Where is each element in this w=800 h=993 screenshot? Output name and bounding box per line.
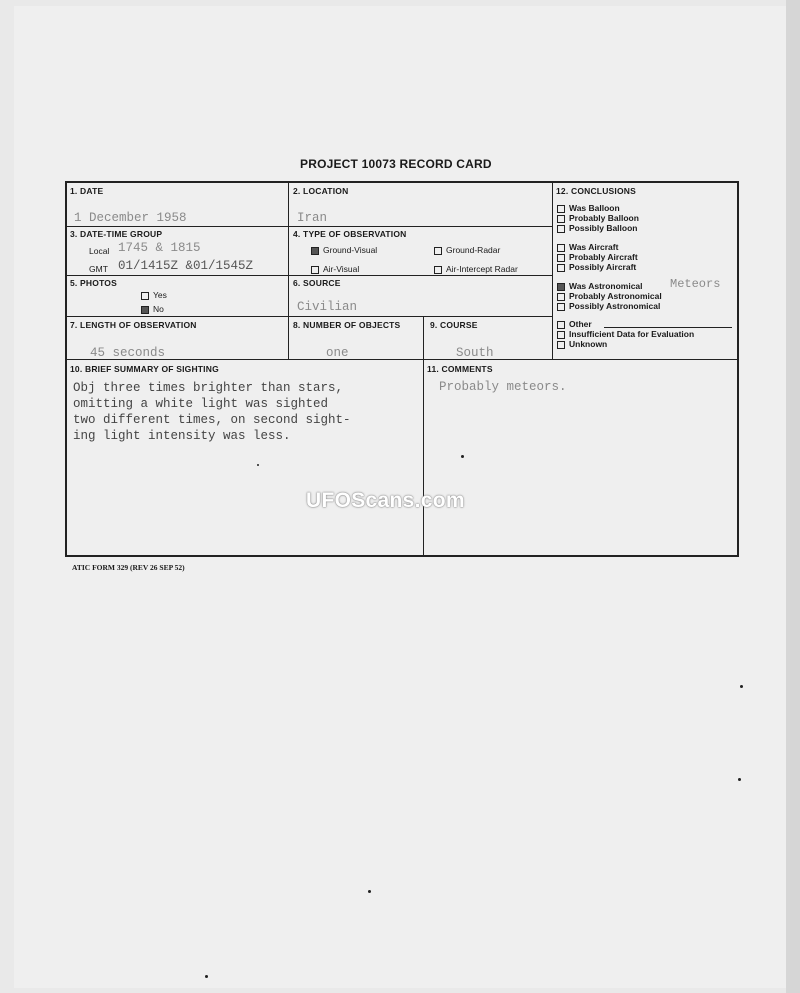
date-value: 1 December 1958	[74, 211, 187, 225]
date-label: 1. DATE	[70, 186, 104, 196]
conclusion-item: Possibly Balloon	[557, 223, 638, 233]
course-value: South	[456, 346, 494, 360]
form-footer: ATIC FORM 329 (REV 26 SEP 52)	[72, 563, 185, 572]
divider-v-conclusions	[552, 182, 553, 360]
scan-edge	[786, 0, 800, 993]
dtg-gmt-label: GMT	[89, 264, 108, 274]
conclusion-item: Other	[557, 319, 592, 329]
location-value: Iran	[297, 211, 328, 225]
dtg-gmt-value: 01/1415Z &01/1545Z	[118, 259, 254, 273]
conclusion-item: Was Astronomical	[557, 281, 643, 291]
checkbox-icon	[557, 293, 565, 301]
divider-h-3	[66, 316, 552, 317]
checkbox-icon	[557, 321, 565, 329]
photos-label: 5. PHOTOS	[70, 278, 117, 288]
conclusion-item: Insufficient Data for Evaluation	[557, 329, 694, 339]
summary-line: Obj three times brighter than stars,	[73, 381, 344, 395]
checkbox-icon	[434, 247, 442, 255]
length-label: 7. LENGTH OF OBSERVATION	[70, 320, 197, 330]
checkbox-icon	[434, 266, 442, 274]
type-ground-visual: Ground-Visual	[311, 245, 377, 255]
comments-label: 11. COMMENTS	[427, 364, 493, 374]
divider-h-2	[66, 275, 552, 276]
checkbox-icon	[557, 254, 565, 262]
scan-speck	[461, 455, 464, 458]
scan-speck	[738, 778, 741, 781]
checkbox-icon	[557, 215, 565, 223]
type-air-intercept: Air-Intercept Radar	[434, 264, 518, 274]
conclusion-item: Possibly Astronomical	[557, 301, 660, 311]
dtg-label: 3. DATE-TIME GROUP	[70, 229, 163, 239]
checkbox-icon	[557, 264, 565, 272]
objects-value: one	[326, 346, 349, 360]
conclusion-item: Probably Balloon	[557, 213, 639, 223]
divider-v-course	[423, 316, 424, 556]
checkbox-icon	[141, 292, 149, 300]
length-value: 45 seconds	[90, 346, 166, 360]
type-air-visual: Air-Visual	[311, 264, 359, 274]
checkbox-icon	[557, 283, 565, 291]
conclusion-item: Probably Aircraft	[557, 252, 638, 262]
checkbox-icon	[557, 331, 565, 339]
watermark: UFOScans.com	[306, 489, 465, 512]
card-title: PROJECT 10073 RECORD CARD	[300, 157, 492, 171]
conclusion-item: Was Aircraft	[557, 242, 618, 252]
summary-text	[73, 380, 418, 444]
conclusion-item: Unknown	[557, 339, 607, 349]
dtg-local-value: 1745 & 1815	[118, 241, 201, 255]
checkbox-icon	[557, 225, 565, 233]
checkbox-icon	[311, 247, 319, 255]
course-label: 9. COURSE	[430, 320, 478, 330]
type-ground-radar: Ground-Radar	[434, 245, 500, 255]
divider-v-col1	[288, 182, 289, 360]
conclusions-label: 12. CONCLUSIONS	[556, 186, 636, 196]
checkbox-icon	[141, 306, 149, 314]
checkbox-icon	[557, 205, 565, 213]
summary-label: 10. BRIEF SUMMARY OF SIGHTING	[70, 364, 219, 374]
source-value: Civilian	[297, 300, 358, 314]
source-label: 6. SOURCE	[293, 278, 341, 288]
photos-no: No	[141, 304, 164, 314]
other-underline	[604, 327, 732, 328]
scan-speck	[368, 890, 371, 893]
conclusion-item: Probably Astronomical	[557, 291, 662, 301]
dtg-local-label: Local	[89, 246, 110, 256]
divider-h-4	[66, 359, 738, 360]
divider-h-1	[66, 226, 552, 227]
checkbox-icon	[311, 266, 319, 274]
summary-line: two different times, on second sight-	[73, 413, 351, 427]
objects-label: 8. NUMBER OF OBJECTS	[293, 320, 401, 330]
summary-line: ing light intensity was less.	[73, 429, 291, 443]
location-label: 2. LOCATION	[293, 186, 349, 196]
conclusion-item: Was Balloon	[557, 203, 620, 213]
astronomical-note: Meteors	[670, 277, 721, 291]
conclusion-item: Possibly Aircraft	[557, 262, 636, 272]
checkbox-icon	[557, 303, 565, 311]
summary-line: omitting a white light was sighted	[73, 397, 329, 411]
scan-speck	[205, 975, 208, 978]
scan-speck	[257, 464, 259, 466]
photos-yes: Yes	[141, 290, 167, 300]
checkbox-icon	[557, 244, 565, 252]
scan-speck	[740, 685, 743, 688]
type-label: 4. TYPE OF OBSERVATION	[293, 229, 407, 239]
comments-value: Probably meteors.	[439, 380, 567, 394]
checkbox-icon	[557, 341, 565, 349]
